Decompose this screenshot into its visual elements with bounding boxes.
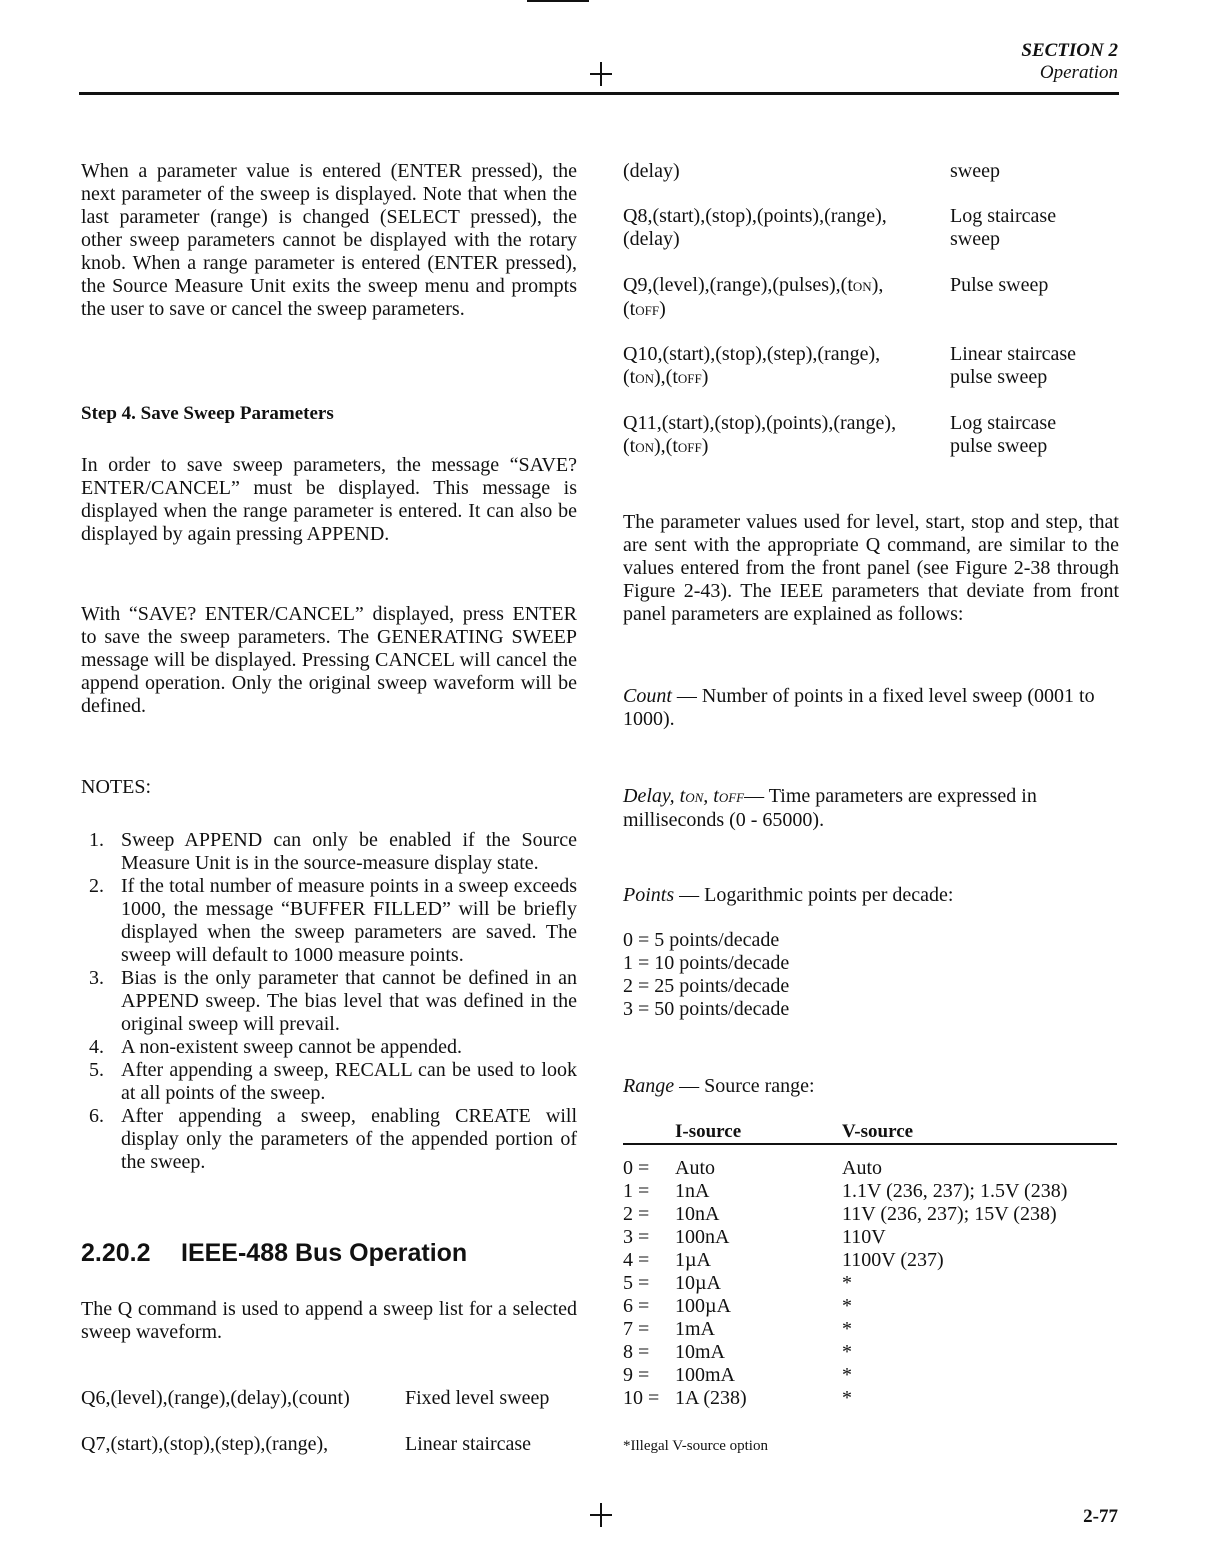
q6-description: Fixed level sweep	[405, 1387, 550, 1409]
range-i: 100µA	[675, 1295, 731, 1317]
range-code: 5 =	[623, 1272, 650, 1294]
table-row	[623, 1341, 1123, 1364]
table-header-i-source: I-source	[675, 1121, 742, 1142]
q11-text-b: ),(t	[654, 435, 678, 457]
range-text: — Source range:	[674, 1075, 815, 1097]
q10-command-line2	[623, 366, 880, 390]
points-term: Points	[623, 884, 675, 906]
range-code: 4 =	[623, 1249, 650, 1271]
delay-text: — Time parameters are expressed in milliseconds (0 - 65000).	[623, 785, 1037, 831]
list-item: 3 = 50 points/decade	[623, 998, 790, 1020]
table-footnote: *Illegal V-source option	[623, 1438, 768, 1454]
range-code: 3 =	[623, 1226, 650, 1248]
list-item	[81, 875, 577, 967]
range-v: 11V (236, 237); 15V (238)	[842, 1203, 1057, 1225]
range-v: *	[842, 1318, 852, 1340]
note-text: Sweep APPEND can only be enabled if the Source Measure Unit is in the source-measure display state.	[121, 829, 577, 874]
q10-text-a: (t	[623, 366, 636, 388]
points-definition	[623, 884, 1119, 907]
note-number: 2.	[89, 875, 104, 897]
registration-mark-top-v	[600, 62, 602, 86]
q11-text-c: )	[701, 435, 709, 457]
q9-text2: (t	[623, 298, 636, 320]
note-text: If the total number of measure points in a sweep exceeds 1000, the message “BUFFER FILLED” will be briefly displayed when the sweep parameters are saved. The sweep will default to 1000 measure points.	[121, 875, 577, 966]
note-number: 4.	[89, 1036, 104, 1058]
q9-text-end: ),	[871, 274, 884, 296]
q9-subscript-off: OFF	[635, 303, 660, 318]
paragraph-save-message: In order to save sweep parameters, the message “SAVE? ENTER/CANCEL” must be displayed. This message is displayed when the range parameter is entered. It can also be displayed by again pressing APPEND.	[81, 454, 577, 545]
table-row	[623, 1249, 1123, 1272]
table-row	[623, 1387, 1123, 1410]
header-rule	[79, 92, 1119, 95]
range-definition	[623, 1075, 1119, 1098]
q11-command-line2	[623, 435, 896, 459]
q9-command	[623, 274, 883, 322]
range-i: 1nA	[675, 1180, 710, 1202]
range-i: 1mA	[675, 1318, 715, 1340]
q7-description: Linear staircase	[405, 1433, 532, 1455]
q7-description-continued: sweep	[950, 160, 1000, 182]
q11-command	[623, 412, 896, 459]
page-number: 2-77	[1083, 1506, 1118, 1527]
table-row	[623, 1203, 1123, 1226]
q10-description-line1: Linear staircase	[950, 343, 1077, 365]
range-i: 100mA	[675, 1364, 735, 1386]
q9-command-line2	[623, 298, 883, 322]
q8-command-line2: (delay)	[623, 228, 680, 250]
q11-subscript-on: ON	[635, 440, 654, 455]
q9-subscript-on: ON	[852, 279, 872, 294]
q8-description	[950, 205, 1056, 251]
q9-description: Pulse sweep	[950, 274, 1049, 296]
range-i: 100nA	[675, 1226, 730, 1248]
step4-heading: Step 4. Save Sweep Parameters	[81, 403, 334, 424]
q10-description-line2: pulse sweep	[950, 366, 1048, 388]
note-text: Bias is the only parameter that cannot be defined in an APPEND sweep. The bias level that was defined in the original sweep will prevail.	[121, 967, 577, 1035]
table-row	[623, 1157, 1123, 1180]
section-heading-title: IEEE-488 Bus Operation	[181, 1239, 468, 1267]
range-i: 10nA	[675, 1203, 720, 1225]
delay-subscript-on: ON	[685, 790, 704, 805]
range-code: 6 =	[623, 1295, 650, 1317]
table-row	[623, 1364, 1123, 1387]
paragraph-parameter-entry: When a parameter value is entered (ENTER pressed), the next parameter of the sweep is displayed. Note that when the last parameter (range) is changed (SELECT pressed), the other sweep parameters cannot be displayed with the rotary knob. When a range parameter is entered (ENTER pressed), the Source Measure Unit exits the sweep menu and prompts the user to save or cancel the sweep parameters.	[81, 160, 577, 320]
delay-subscript-off: OFF	[718, 790, 745, 805]
q6-command: Q6,(level),(range),(delay),(count)	[81, 1387, 350, 1409]
q9-text: Q9,(level),(range),(pulses),(t	[623, 274, 853, 296]
q9-command-line1	[623, 274, 883, 298]
q10-command	[623, 343, 880, 390]
q10-subscript-off: OFF	[677, 371, 702, 386]
count-definition	[623, 685, 1119, 731]
range-i: 1µA	[675, 1249, 711, 1271]
note-text: After appending a sweep, RECALL can be used to look at all points of the sweep.	[121, 1059, 577, 1104]
note-number: 6.	[89, 1105, 104, 1127]
top-scan-mark	[527, 0, 589, 2]
q11-subscript-off: OFF	[677, 440, 702, 455]
points-values-list	[623, 929, 789, 1021]
registration-mark-bottom-v	[600, 1503, 602, 1527]
section-number-header: SECTION 2	[1021, 40, 1118, 61]
note-number: 3.	[89, 967, 104, 989]
section-heading-number: 2.20.2	[81, 1239, 151, 1267]
range-code: 0 =	[623, 1157, 650, 1179]
list-item: 0 = 5 points/decade	[623, 929, 780, 951]
list-item: 1 = 10 points/decade	[623, 952, 790, 974]
table-row	[623, 1180, 1123, 1203]
list-item	[81, 1036, 577, 1059]
range-i: 1A (238)	[675, 1387, 747, 1409]
paragraph-parameter-values: The parameter values used for level, start, stop and step, that are sent with the appropriate Q command, are similar to the values entered from the front panel (see Figure 2-38 through Figure 2-43). The IEEE parameters that deviate from front panel parameters are explained as follows:	[623, 511, 1119, 625]
list-item	[81, 1059, 577, 1105]
note-number: 5.	[89, 1059, 104, 1081]
range-v: *	[842, 1295, 852, 1317]
section-subtitle-header: Operation	[1039, 62, 1118, 83]
range-v: *	[842, 1387, 852, 1409]
note-text: A non-existent sweep cannot be appended.	[121, 1036, 463, 1058]
range-code: 1 =	[623, 1180, 650, 1202]
range-v: *	[842, 1364, 852, 1386]
list-item	[81, 1105, 577, 1174]
list-item: 2 = 25 points/decade	[623, 975, 790, 997]
paragraph-q-command: The Q command is used to append a sweep list for a selected sweep waveform.	[81, 1298, 577, 1343]
q10-text-b: ),(t	[654, 366, 678, 388]
range-i: Auto	[675, 1157, 715, 1179]
list-item	[81, 829, 577, 875]
q10-subscript-on: ON	[635, 371, 654, 386]
q7-command-continued: (delay)	[623, 160, 680, 182]
note-number: 1.	[89, 829, 104, 851]
q10-text-c: )	[701, 366, 709, 388]
q11-description-line1: Log staircase	[950, 412, 1057, 434]
section-heading	[81, 1238, 577, 1268]
range-term: Range	[623, 1075, 675, 1097]
range-v: 1100V (237)	[842, 1249, 944, 1271]
q8-command	[623, 205, 887, 251]
table-row	[623, 1295, 1123, 1318]
range-v: Auto	[842, 1157, 882, 1179]
delay-definition	[623, 785, 1119, 832]
delay-term-b: , t	[703, 785, 719, 807]
table-header-v-source: V-source	[842, 1121, 914, 1142]
q7-command: Q7,(start),(stop),(step),(range),	[81, 1433, 329, 1455]
delay-term-a: Delay, t	[623, 785, 686, 807]
count-term: Count	[623, 685, 672, 707]
range-code: 9 =	[623, 1364, 650, 1386]
q9-text2-end: )	[659, 298, 666, 320]
table-row	[623, 1272, 1123, 1295]
range-v: 110V	[842, 1226, 886, 1248]
q8-description-line2: sweep	[950, 228, 1000, 250]
notes-heading: NOTES:	[81, 776, 151, 798]
q10-command-line1: Q10,(start),(stop),(step),(range),	[623, 343, 881, 365]
table-header-rule	[623, 1143, 1117, 1145]
q8-command-line1: Q8,(start),(stop),(points),(range),	[623, 205, 887, 227]
note-text: After appending a sweep, enabling CREATE will display only the parameters of the appended portion of the sweep.	[121, 1105, 577, 1173]
q10-description	[950, 343, 1076, 389]
range-code: 10 =	[623, 1387, 660, 1409]
points-text: — Logarithmic points per decade:	[674, 884, 954, 906]
list-item	[81, 967, 577, 1036]
table-row	[623, 1226, 1123, 1249]
delay-term	[623, 785, 744, 807]
range-i: 10µA	[675, 1272, 721, 1294]
range-code: 2 =	[623, 1203, 650, 1225]
q11-description-line2: pulse sweep	[950, 435, 1048, 457]
q11-text-a: (t	[623, 435, 636, 457]
paragraph-save-enter: With “SAVE? ENTER/CANCEL” displayed, press ENTER to save the sweep parameters. The GENERATING SWEEP message will be displayed. Pressing CANCEL will cancel the append operation. Only the original sweep waveform will be defined.	[81, 603, 577, 717]
notes-list	[81, 829, 577, 1174]
section-label	[1021, 40, 1118, 84]
range-code: 8 =	[623, 1341, 650, 1363]
range-v: *	[842, 1272, 852, 1294]
q11-description	[950, 412, 1056, 458]
range-code: 7 =	[623, 1318, 650, 1340]
q8-description-line1: Log staircase	[950, 205, 1057, 227]
count-text: — Number of points in a fixed level sweep (0001 to 1000).	[623, 685, 1095, 730]
table-row	[623, 1318, 1123, 1341]
q11-command-line1: Q11,(start),(stop),(points),(range),	[623, 412, 897, 434]
range-v: *	[842, 1341, 852, 1363]
range-v: 1.1V (236, 237); 1.5V (238)	[842, 1180, 1068, 1202]
range-i: 10mA	[675, 1341, 725, 1363]
